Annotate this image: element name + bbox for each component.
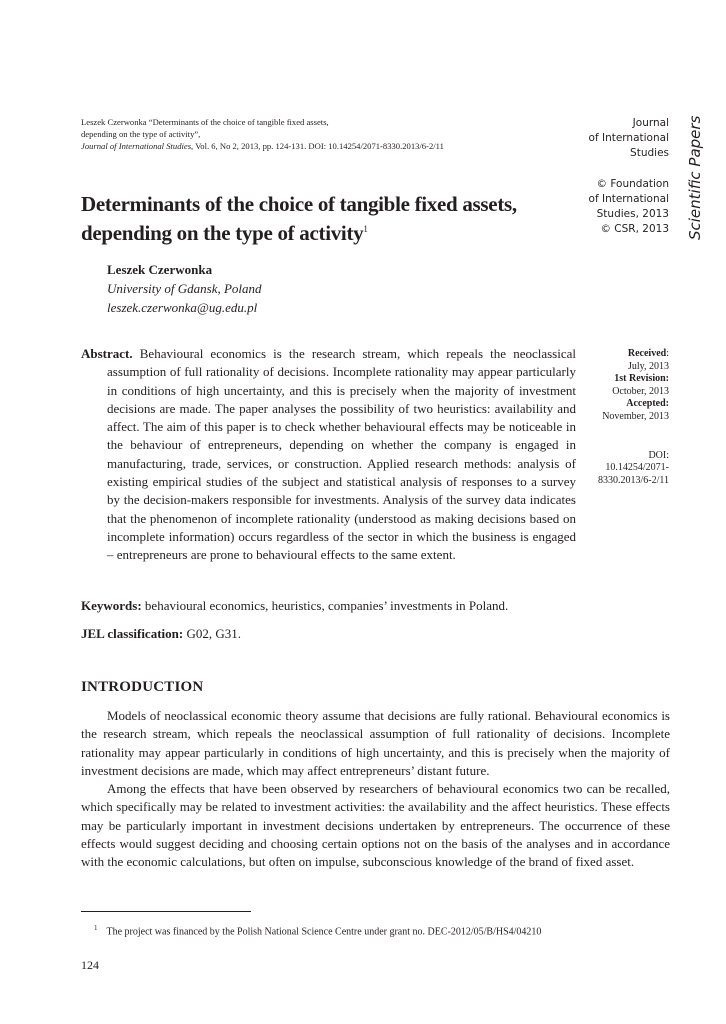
citation-line-3 (81, 140, 561, 152)
citation-journal: Journal of International Studies (81, 141, 192, 151)
citation-line-2: depending on the type of activity”, (81, 129, 201, 139)
abstract-text: Behavioural economics is the research stream, which repeals the neoclassical assumption of full rationality of decisions. Incomplete rationality may appear particularly in conditions of high uncertainty, and this is precisely when the majority of investment decisions are made. The paper analyses the possibility of two heuristics: availability and affect. The aim of this paper is to check whether behavioural effects may be noticeable in the behaviour of entrepreneurs, depending on whether the company is engaged in manufacturing, trade, services, or construction. Applied research methods: analysis of existing empirical studies of the subject and statistical analysis of responses to a survey by the decision-makers responsible for investments. Analysis of the survey data indicates that the phenomenon of incomplete rationality (understood as making decisions based on incomplete information) occurs regardless of the sector in which the business is engaged – entrepreneurs are prone to behavioural effects to the same extent. (107, 346, 576, 563)
footnote-divider (81, 911, 251, 912)
page-number: 124 (81, 958, 99, 972)
doi-value-2: 8330.2013/6-2/11 (597, 474, 669, 486)
section-label-vertical: Scientific Papers (686, 115, 704, 240)
abstract (81, 345, 576, 565)
jel-classification (81, 625, 671, 643)
doi-value-1: 10.14254/2071- (605, 462, 669, 474)
keywords-block (81, 597, 671, 643)
paragraph: Models of neoclassical economic theory assume that decisions are fully rational. Behavioural economics is the research stream, which repeals the neoclassical assumption of full rationality of decisions. Incomplete rationality may appear particularly in conditions of high uncertainty, and this is precisely when the majority of investment decisions are made, which may affect entrepreneurs’ distant future. (81, 708, 670, 778)
author-email[interactable]: leszek.czerwonka@ug.edu.pl (107, 300, 258, 315)
journal-line: Studies (630, 147, 669, 159)
introduction-body (81, 707, 670, 872)
footnote-mark: 1 (94, 924, 98, 932)
journal-line: of International (588, 132, 669, 144)
received-label: Received (627, 348, 667, 359)
keywords (81, 597, 671, 615)
copyright-line: © Foundation (596, 178, 669, 190)
footnote (94, 922, 674, 938)
article-dates: Received: July, 2013 1st Revision: October, 2013 Accepted: November, 2013 DOI: 10.14254/2071- 8330.2013/6-2/11 (549, 348, 669, 487)
accepted-value: November, 2013 (602, 410, 669, 422)
received-value: July, 2013 (627, 360, 669, 372)
title-line-1: Determinants of the choice of tangible fixed assets, (81, 192, 517, 216)
jel-label: JEL classification: (81, 626, 184, 641)
jel-text: G02, G31. (186, 626, 241, 641)
accepted-label: Accepted: (626, 398, 669, 410)
citation-line-1: Leszek Czerwonka “Determinants of the choice of tangible fixed assets, (81, 117, 329, 127)
article-title (81, 192, 521, 246)
copyright-line: © CSR, 2013 (600, 223, 669, 235)
author-affiliation: University of Gdansk, Poland (107, 281, 262, 296)
copyright-line: of International (588, 193, 669, 205)
keywords-label: Keywords: (81, 598, 142, 613)
author-block (107, 260, 262, 317)
introduction-heading: INTRODUCTION (81, 679, 204, 695)
doi-label: DOI: (648, 449, 669, 461)
journal-info (529, 116, 669, 237)
revision-label: 1st Revision: (614, 373, 669, 385)
revision-value: October, 2013 (612, 385, 669, 397)
title-line-2: depending on the type of activity$^1$ (81, 221, 368, 245)
author-name: Leszek Czerwonka (107, 262, 213, 277)
paragraph: Among the effects that have been observed by researchers of behavioural economics two can be recalled, which specifically may be related to investment activities: the availability and the affect heuristics. These effects may be particularly important in investment decisions undertaken by entrepreneurs. The occurrence of these effects would suggest deciding and choosing certain options not on the basis of the analyses and in accordance with the economic calculations, but often on impulse, subconscious knowledge of the brand of fixed asset. (81, 781, 670, 870)
citation-rest: , Vol. 6, No 2, 2013, pp. 124-131. DOI: 10.14254/2071-8330.2013/6-2/11 (191, 141, 444, 151)
keywords-text: behavioural economics, heuristics, companies’ investments in Poland. (144, 598, 509, 613)
abstract-label: Abstract. (81, 346, 133, 361)
title-footnote-mark[interactable]: 1 (363, 224, 368, 234)
citation-block (81, 116, 561, 152)
copyright-line: Studies, 2013 (596, 208, 669, 220)
journal-line: Journal (632, 117, 669, 129)
footnote-text: The project was financed by the Polish National Science Centre under grant no. DEC-2012/05/B/HS4/04210 (106, 926, 542, 938)
